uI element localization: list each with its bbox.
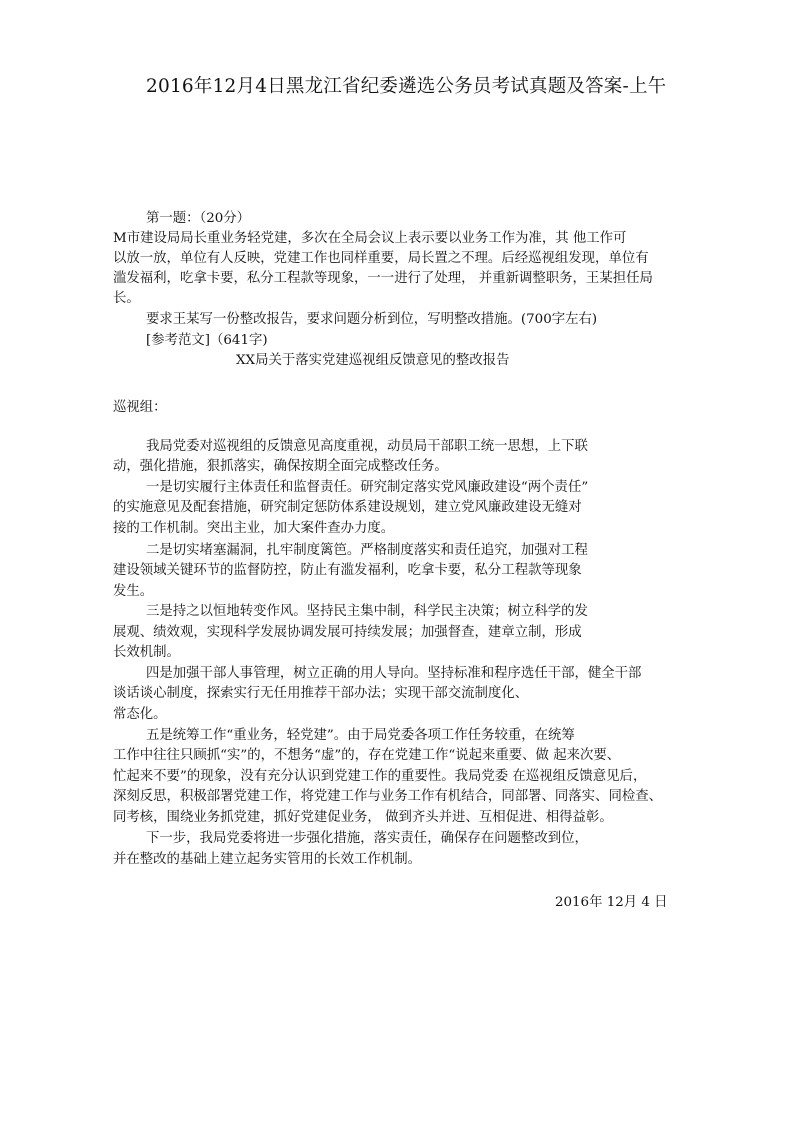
body-line: 动，强化措施，狠抓落实，确保按期全面完成整改任务。: [113, 459, 448, 474]
body-line: 建设领域关键环节的监督防控，防止有滥发福利，吃拿卡要，私分工程款等现象: [113, 563, 582, 578]
body-line: 四是加强干部人事管理，树立正确的用人导向。坚持标准和程序选任干部，健全干部: [146, 666, 642, 681]
body-line: 下一步，我局党委将进一步强化措施，落实责任，确保存在问题整改到位，: [146, 831, 588, 846]
salutation: 巡视组：: [113, 400, 167, 415]
question-requirement: 要求王某写一份整改报告，要求问题分析到位，写明整改措施。(700字左右): [146, 312, 598, 327]
reference-label: [参考范文]（641字): [146, 333, 268, 348]
question-line: 以放一放，单位有人反映，党建工作也同样重要，局长置之不理。后经巡视组发现，单位有: [113, 251, 649, 266]
question-line: M市建设局局长重业务轻党建，多次在全局会议上表示要以业务工作为准，其 他工作可: [113, 231, 627, 246]
document-title: 2016年12月4日黑龙江省纪委遴选公务员考试真题及答案-上午: [146, 76, 667, 97]
body-line: 我局党委对巡视组的反馈意见高度重视，动员局干部职工统一思想，上下联: [146, 439, 588, 454]
body-line: 常态化。: [113, 707, 167, 722]
question-header: 第一题：（20分）: [146, 211, 251, 226]
report-date: 2016年 12月 4 日: [555, 895, 668, 910]
body-line: 接的工作机制。突出主业，加大案件查办力度。: [113, 521, 395, 536]
body-line: 同考核，围绕业务抓党建，抓好党建促业务， 做到齐头并进、互相促进、相得益彰。: [113, 810, 613, 825]
question-line: 长。: [113, 291, 140, 306]
body-line: 展观、绩效观，实现科学发展协调发展可持续发展；加强督查，建章立制，形成: [113, 625, 582, 640]
body-line: 一是切实履行主体责任和监督责任。研究制定落实党风廉政建设“两个责任”: [146, 480, 589, 495]
body-line: 三是持之以恒地转变作风。坚持民主集中制，科学民主决策；树立科学的发: [146, 604, 588, 619]
body-line: 五是统筹工作“重业务，轻党建”。由于局党委各项工作任务较重，在统筹: [146, 728, 575, 743]
report-title: XX局关于落实党建巡视组反馈意见的整改报告: [236, 353, 510, 368]
body-line: 谈话谈心制度，探索实行无任用推荐干部办法；实现干部交流制度化、: [113, 686, 529, 701]
body-line: 深刻反思，积极部署党建工作，将党建工作与业务工作有机结合，同部署、同落实、同检查、: [113, 789, 663, 804]
body-line: 并在整改的基础上建立起务实管用的长效工作机制。: [113, 852, 421, 867]
body-line: 发生。: [113, 584, 154, 599]
body-line: 的实施意见及配套措施，研究制定惩防体系建设规划，建立党风廉政建设无缝对: [113, 500, 582, 515]
body-line: 忙起来不要”的现象，没有充分认识到党建工作的重要性。我局党委 在巡视组反馈意见后，: [113, 769, 647, 784]
body-line: 工作中往往只顾抓“实”的，不想务“虚”的，存在党建工作“说起来重要、做 起来次要、: [113, 748, 621, 763]
question-line: 滥发福利，吃拿卡要，私分工程款等现象，一一进行了处理， 并重新调整职务，王某担任局: [113, 271, 653, 286]
body-line: 二是切实堵塞漏洞，扎牢制度篱笆。严格制度落实和责任追究，加强对工程: [146, 543, 588, 558]
body-line: 长效机制。: [113, 645, 180, 660]
